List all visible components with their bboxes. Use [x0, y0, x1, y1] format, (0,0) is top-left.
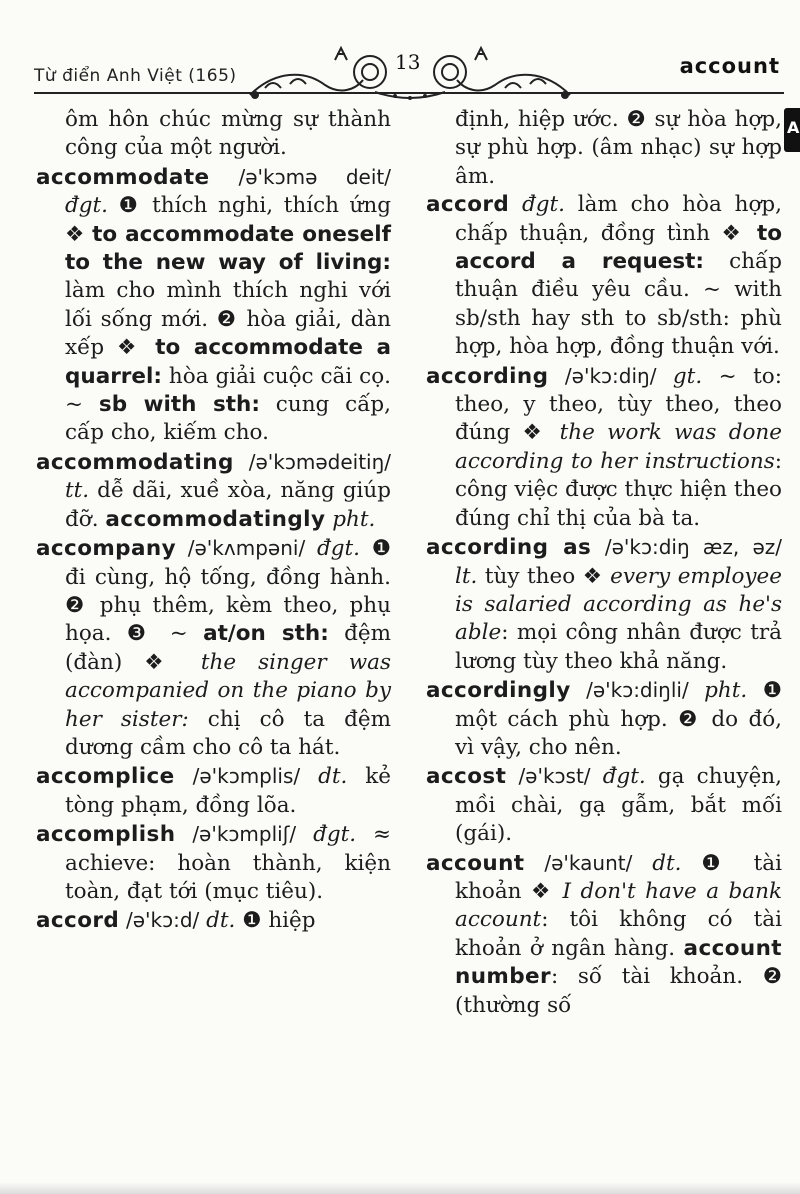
- header-rule: [34, 92, 784, 94]
- pronunciation: /ə'kɔst/: [518, 764, 591, 789]
- guide-word: account: [679, 54, 780, 78]
- entry-accommodate: accommodate /ə'kɔmə deit/ đgt. ❶ thích nghi, thích ứng ❖ to accommodate oneself to the new way of living: làm cho mình thích nghi với lối sống mới. ❷ hòa giải, dàn xếp ❖ to accommodate a quarrel: hòa giải cuộc cãi cọ. ~ sb with sth: cung cấp, cấp cho, kiếm cho.: [36, 164, 391, 446]
- headword: accordingly: [426, 678, 571, 704]
- example-sentence: I don't have a bank account: [455, 878, 782, 933]
- page-bottom-edge: [0, 1182, 800, 1194]
- entry-accordingly: accordingly /ə'kɔ:diŋli/ pht. ❶ một cách phù hợp. ❷ do đó, vì vậy, cho nên.: [426, 678, 782, 760]
- entry-accomplice: accomplice /ə'kɔmplis/ dt. kẻ tòng phạm, đồng lõa.: [36, 764, 392, 818]
- headword: according as: [426, 535, 592, 561]
- entry-according: according /ə'kɔ:diŋ/ gt. ~ to: theo, y theo, tùy theo, theo đúng ❖ the work was done according to her instructions: công việc được thực hiện theo đúng chỉ thị của bà ta.: [426, 363, 782, 531]
- phrase: sb with sth:: [98, 392, 260, 418]
- pronunciation: /ə'kɔ:diŋ/: [564, 363, 657, 388]
- headword: accompany: [36, 536, 176, 562]
- continued-text: định, hiệp ước. ❷ sự hòa hợp, sự phù hợp. (âm nhạc) sự hợp âm.: [455, 107, 782, 189]
- headword: according: [426, 363, 549, 389]
- entry-accommodating: accommodating /ə'kɔmədeitiŋ/ tt. dễ dãi, xuề xòa, năng giúp đỡ. accommodatingly pht.: [36, 449, 391, 532]
- part-of-speech: dt.: [318, 764, 348, 790]
- pronunciation: /ə'kaunt/: [544, 850, 633, 875]
- entry-account: account /ə'kaunt/ dt. ❶ tài khoản ❖ I don't have a bank account: tôi không có tài khoản ở ngân hàng. account number: số tài khoản. ❷ (thường số: [426, 850, 782, 1018]
- derived-word: accommodatingly: [105, 506, 326, 532]
- part-of-speech: đgt.: [602, 764, 646, 790]
- continued-text: ôm hôn chúc mừng sự thành công của một người.: [65, 107, 391, 161]
- thumb-letter: A: [787, 118, 800, 137]
- entry-according-as: according as /ə'kɔ:diŋ æz, əz/ lt. tùy theo ❖ every employee is salaried according as he's able: mọi công nhân được trả lương tùy theo khả năng.: [426, 535, 782, 674]
- headword: account: [426, 850, 525, 876]
- part-of-speech: đgt.: [313, 822, 357, 848]
- headword: accommodate: [36, 164, 210, 190]
- part-of-speech: dt.: [652, 850, 682, 876]
- part-of-speech: đgt.: [65, 193, 108, 219]
- phrase: at/on sth:: [203, 621, 329, 647]
- thumb-index-tab: [784, 108, 800, 152]
- pronunciation: /ə'kɔmə deit/: [238, 164, 391, 189]
- entry-accomplish: accomplish /ə'kɔmpliʃ/ đgt. ≈ achieve: hoàn thành, kiện toàn, đạt tới (mục tiêu).: [36, 822, 391, 904]
- headword: accord: [36, 908, 120, 934]
- pronunciation: /ə'kɔmpliʃ/: [192, 822, 297, 847]
- left-column: [36, 106, 391, 936]
- example-sentence: every employee is salaried according as he's able: [455, 563, 782, 646]
- part-of-speech: gt.: [672, 363, 703, 389]
- example-sentence: the work was done according to her instructions: [455, 420, 782, 474]
- part-of-speech: đgt.: [521, 192, 565, 218]
- page-number: 13: [395, 50, 421, 74]
- entry-accord-noun: accord /ə'kɔ:d/ dt. ❶ hiệp: [36, 908, 316, 934]
- headword: accommodating: [36, 449, 234, 475]
- pronunciation: /ə'kɔmədeitiŋ/: [248, 449, 391, 474]
- phrase: to accommodate a quarrel:: [65, 335, 391, 389]
- dictionary-title: Từ điển Anh Việt (165): [34, 66, 237, 86]
- headword: accomplish: [36, 822, 176, 848]
- part-of-speech: pht.: [332, 506, 376, 532]
- entry-accompany: accompany /ə'kʌmpəni/ đgt. ❶ đi cùng, hộ tống, đồng hành. ❷ phụ thêm, kèm theo, phụ họa. ❸ ~ at/on sth: đệm (đàn) ❖ the singer was accompanied on the piano by her sister: chị cô ta đệm dương cầm cho cô ta hát.: [36, 536, 392, 760]
- pronunciation: /ə'kɔ:diŋ æz, əz/: [604, 535, 782, 560]
- part-of-speech: đgt.: [316, 536, 360, 562]
- part-of-speech: dt.: [206, 908, 236, 934]
- phrase: to accord a request:: [455, 220, 782, 275]
- pronunciation: /ə'kɔ:d/: [126, 908, 200, 933]
- derived-word: account number: [455, 935, 782, 990]
- phrase: to accommodate oneself to the new way of living:: [65, 221, 391, 276]
- part-of-speech: tt.: [65, 478, 90, 504]
- headword: accost: [426, 764, 507, 790]
- pronunciation: /ə'kɔmplis/: [192, 764, 301, 789]
- entry-accost: accost /ə'kɔst/ đgt. gạ chuyện, mồi chài, gạ gẫm, bắt mối (gái).: [426, 764, 782, 847]
- headword: accord: [426, 192, 510, 218]
- right-column: [426, 106, 782, 1020]
- pronunciation: /ə'kɔ:diŋli/: [586, 678, 689, 703]
- part-of-speech: lt.: [455, 563, 478, 589]
- example-sentence: the singer was accompanied on the piano by her sister:: [65, 649, 391, 732]
- headword: accomplice: [36, 764, 175, 790]
- part-of-speech: pht.: [704, 678, 748, 704]
- pronunciation: /ə'kʌmpəni/: [187, 536, 306, 561]
- page-header: [0, 0, 800, 110]
- entry-accord-verb: accord đgt. làm cho hòa hợp, chấp thuận, đồng tình ❖ to accord a request: chấp thuận điều yêu cầu. ~ with sb/sth hay sth to sb/sth: phù hợp, hòa hợp, đồng thuận với.: [426, 192, 782, 360]
